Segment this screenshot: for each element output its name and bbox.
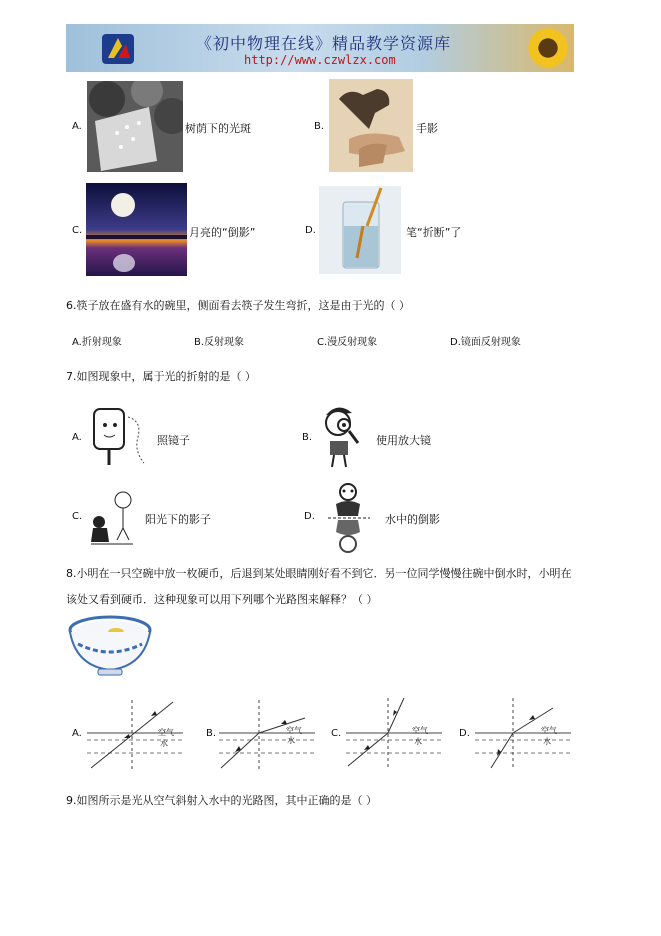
- q5-option-b-letter: B.: [314, 121, 325, 132]
- header-banner: [66, 24, 574, 72]
- q8-image-bowl-coin: [68, 614, 152, 678]
- q8-diagram-b-water: 水: [287, 736, 295, 745]
- q7-option-b-caption: 使用放大镜: [376, 434, 431, 447]
- q7-image-shadow: [87, 488, 137, 548]
- q7-option-c-letter: C.: [72, 511, 83, 522]
- q8-diagram-d-letter: D.: [459, 728, 470, 739]
- q8-diagram-b-letter: B.: [206, 728, 217, 739]
- q5-option-a-letter: A.: [72, 121, 82, 132]
- sunflower-icon: [526, 26, 570, 70]
- q7-option-a-letter: A.: [72, 432, 82, 443]
- q8-question-line1: 8.小明在一只空碗中放一枚硬币，后退到某处眼睛刚好看不到它．另一位同学慢慢往碗中倒水时，小明在: [66, 567, 572, 580]
- q8-diagram-c: [344, 696, 444, 771]
- q7-option-d-caption: 水中的倒影: [385, 513, 440, 526]
- q7-question: 7.如图现象中，属于光的折射的是（ ）: [66, 370, 256, 383]
- q5-image-moon-reflection: [86, 183, 187, 276]
- q6-option-c: C.漫反射现象: [317, 337, 378, 348]
- q7-image-magnifier: [316, 401, 366, 471]
- q6-option-d: D.镜面反射现象: [450, 337, 521, 348]
- q7-option-b-letter: B.: [302, 432, 313, 443]
- q9-question: 9.如图所示是光从空气斜射入水中的光路图，其中正确的是（ ）: [66, 794, 377, 807]
- banner-url: http://www.czwlzx.com: [244, 53, 396, 67]
- q7-option-a-caption: 照镜子: [157, 434, 190, 447]
- q5-option-b-caption: 手影: [416, 122, 438, 135]
- q6-option-b: B.反射现象: [194, 337, 245, 348]
- q6-option-a: A.折射现象: [72, 337, 122, 348]
- q8-diagram-d: [473, 696, 573, 771]
- q8-diagram-c-water: 水: [414, 737, 422, 746]
- q8-diagram-d-water: 水: [543, 737, 551, 746]
- q5-option-a-caption: 树荫下的光斑: [185, 122, 251, 135]
- q5-image-tree-shade: [87, 81, 183, 172]
- q8-diagram-a-water: 水: [160, 739, 168, 748]
- q5-option-d-letter: D.: [305, 225, 316, 236]
- banner-title: 《初中物理在线》精品教学资源库: [196, 34, 452, 53]
- q8-diagram-c-letter: C.: [331, 728, 342, 739]
- q6-question: 6.筷子放在盛有水的碗里，侧面看去筷子发生弯折，这是由于光的（ ）: [66, 299, 410, 312]
- q5-image-bent-pencil: [319, 186, 401, 274]
- q8-diagram-c-air: 空气: [412, 726, 428, 735]
- q7-image-water-reflection: [320, 482, 376, 554]
- q7-image-mirror: [88, 407, 150, 467]
- q8-diagram-d-air: 空气: [541, 726, 557, 735]
- q5-option-c-letter: C.: [72, 225, 83, 236]
- q8-question-line2: 该处又看到硬币．这种现象可以用下列哪个光路图来解释？（ ）: [66, 593, 378, 606]
- q8-diagram-a-letter: A.: [72, 728, 82, 739]
- q5-option-d-caption: 笔“折断”了: [406, 226, 462, 239]
- q7-option-d-letter: D.: [304, 511, 315, 522]
- q8-diagram-b-air: 空气: [286, 726, 302, 735]
- site-logo-icon: [100, 32, 136, 66]
- q5-image-hand-shadow: [329, 79, 413, 172]
- q5-option-c-caption: 月亮的“倒影”: [189, 226, 256, 239]
- q8-diagram-b: [217, 698, 317, 773]
- q7-option-c-caption: 阳光下的影子: [145, 513, 211, 526]
- q8-diagram-a-air: 空气: [158, 728, 174, 737]
